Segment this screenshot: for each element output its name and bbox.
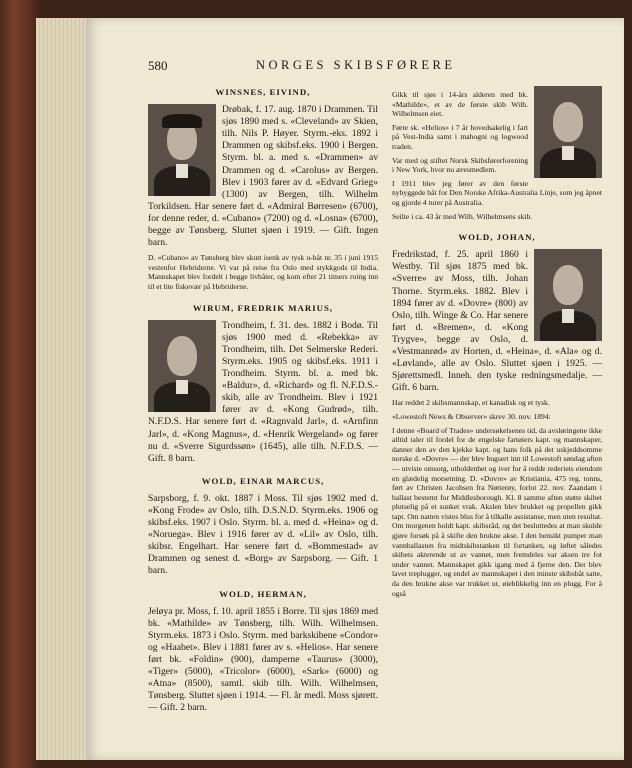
running-title: NORGES SKIBSFØRERE	[256, 58, 456, 72]
entry-text-wold-johan: Fredrikstad, f. 25. april 1860 i Westby. Til sjøs 1875 med bk. «Sverre» av Moss, tilh. Johan Thorne. Styrm.eks. 1882. Blev i 1894 fører av d. «Dovre» (800) av Oslo, tilh. Winge & Co. Har senere ført d. «Bremen», d. «Kong Trygve», begge av Oslo, d. «Vestmanrød» av Horten, d. «Heina», d. «Ala» og d. «Løvland», alle av Oslo. Sluttet sjøen i 1925. — Sjørettsmedl. Inneh. den tyske redningsmedalje. — Gift. 6 barn.	[392, 249, 602, 394]
note-wold-johan-2: «Lowestoft News & Observer» skrev 30. nov. 1894:	[392, 411, 551, 421]
left-column	[148, 86, 378, 715]
note-wold-herman-3: Var med og stiftet Norsk Skibsførerforening i New York, hvor nu æresmedlem.	[392, 155, 528, 175]
entry-name-wirum: WIRUM, FREDRIK MARIUS,	[192, 302, 334, 313]
entry-text-wold-einar: Sarpsborg, f. 9. okt. 1887 i Moss. Til sjøs 1902 med d. «Kong Frode» av Oslo, tilh. D.S.N.D. Styrm.eks. 1906 og skibsf.eks. 1907 i Oslo. Styrm. bl. a. med d. «Heina» og d. «Noruega». Blev i 1916 fører av d. «Lil» av Oslo, tilh. skibsr. Engelhart. Har senere ført d. «Bommestad» av Drammen og senest d. «Borg» av Sarpsborg. — Gift. 1 barn.	[148, 492, 378, 577]
right-column	[392, 86, 602, 598]
page-edges	[36, 18, 92, 760]
note-wold-herman-4: I 1911 blev jeg fører av den første nybyggede båt for Den Norske Afrika-Australia Linje, som jeg åpnet og gjorde 4 turer på Australia.	[392, 178, 602, 207]
portrait-wold-johan	[534, 249, 602, 341]
entry-note-winsnes: D. «Cubano» av Tønsberg blev skutt isenk av tysk u-båt nr. 35 i juni 1915 vestenfor Hebriderne. Vi var på reise fra Oslo med stykkgods til India. Mannskapet blev fordelt i begge livbåter, og kom efter 21 timers roing inn til et lite fiskevær på Hebriderne.	[148, 253, 378, 291]
portrait-winsnes	[148, 104, 216, 196]
note-wold-johan-3: I denne «Board of Trades» undersøkelsenes tid, da avsløringene ikke alltid taler til fordel for de engelske fartøiers kapt. og mannskaper, danner den av den kjekke kapt. og hans folk på det uskjeddsomme norske d. «Dovre» — der blev bugsert inn til Lowestoft søndag aften — utviste omsorg, utholdenhet og iver for å redde rederiets eiendom en glædelig motsetning. D. «Dovre» av Kristiania, 475 reg. tonns, ført av Christen Jacobsen fra Nøtterøy, forlot 22. nov. Zaandam i ballast bestemt for Middlesborough. Kl. 8 samme aften støtte skibet plutselig på et sunket vrak. Akslen blev brukket og propellen gikk tapt. Om natten vistes blus for å tilkalle assistanse, men uten resultat. Om morgenen holdt kapt. skibsråd, og det besluttedes at man skulde gjøre forsøk på å skifte den brukne akse. I den hensikt pumper man vannballasten fra midtskibstanken til fortanken, og løftet således skibets akterende ut av vannet, men fremdeles var aksen tre fot under vannet. Mannskapet gikk igang med å fjerne den. Der blev lavet treplugger, og endel av mannskapet i den minste skibsbåt satte, da den brukne akse var trukket ut, øieblikkelig inn en plugg. For å også	[392, 425, 602, 598]
entry-name-wold-einar: WOLD, EINAR MARCUS,	[201, 475, 325, 486]
note-wold-herman-5: Seilte i ca. 43 år med Wilh. Wilhelmsens skib.	[392, 211, 533, 221]
book-page	[86, 18, 624, 760]
entry-text-wold-herman: Jeløya pr. Moss, f. 10. april 1855 i Borre. Til sjøs 1869 med bk. «Mathilde» av Tønsberg, tilh. Wilh. Wilhelmsen. Styrm.eks. 1873 i Oslo. Styrm. med barkskibene «Condor» og «Haabet». Blev i 1881 fører av s. «Helios». Har senere ført bk. «Foldin» (900), damperne «Taurus» (3000), «Tiger» (5000), «Tricolor» (6000), «Sark» (6000) og «Atna» (8500), samtl. skib tilh. Wilh. Wilhelmsen, Tønsberg. Sluttet sjøen i 1914. — Fl. år medl. Moss sjørett. — Gift. 2 barn.	[148, 605, 378, 714]
entry-name-wold-herman: WOLD, HERMAN,	[219, 588, 307, 599]
note-wold-herman-2: Førte sk. «Helios» i 7 år hovedsakelig i fart på Vest-India samt i mahogni og logwood traden.	[392, 122, 528, 151]
entry-text-wirum: Trondheim, f. 31. des. 1882 i Bodø. Til sjøs 1900 med d. «Rebekka» av Trondheim, tilh. Det Selmerske Rederi. Styrm.eks. 1905 og skibsf.eks. 1911 i Trondheim. Styrm. bl. a. med bk. «Baldur», d. «Richard» og fl. N.F.D.S.-skib, alle av Trondheim. Blev i 1921 fører av d. «Kong Gudrød», tilh. N.F.D.S. Har senere ført d. «Ragnvald Jarl», d. «Arnfinn Jarl», d. «Kong Magnus», d. «Henrik Wergeland» og fører nu d. «Sverre Sigurdssøn» (1645), alle tilh. N.F.D.S. — Gift. 8 barn.	[148, 319, 378, 464]
portrait-wirum	[148, 320, 216, 412]
entry-name-winsnes: WINSNES, EIVIND,	[215, 87, 311, 97]
entry-name-wold-johan: WOLD, JOHAN,	[458, 232, 536, 243]
entry-text-winsnes: Drøbak, f. 17. aug. 1870 i Drammen. Til sjøs 1890 med s. «Cleveland» av Skien, tilh. Nils P. Høyer. Styrm.-eks. 1892 i Drammen og skibsf.eks. 1900 i Bergen. Styrm. bl. a. med s. «Drammen» av Drammen og d. «Carolus» av Bergen. Blev i 1903 fører av d. «Edvard Grieg» (1300) av Bergen, tilh. Wilhelm Torkildsen. Har senere ført d. «Admiral Børresen» (6700), for denne reder, d. «Cubano» (7200) og d. «Losna» (6700), begge av Tønsberg. Sluttet sjøen i 1919. — Gift. Ingen barn.	[148, 104, 378, 249]
note-wold-herman-1: Gikk til sjøs i 14-års alderen med bk. «Mathilde», et av de første skib Wilh. Wilhelmsen eiet.	[392, 90, 528, 119]
page-number: 580	[148, 58, 168, 73]
portrait-wold-herman	[534, 86, 602, 178]
note-wold-johan-1: Har reddet 2 skibsmannskap, et kanadisk og et tysk.	[392, 398, 550, 408]
